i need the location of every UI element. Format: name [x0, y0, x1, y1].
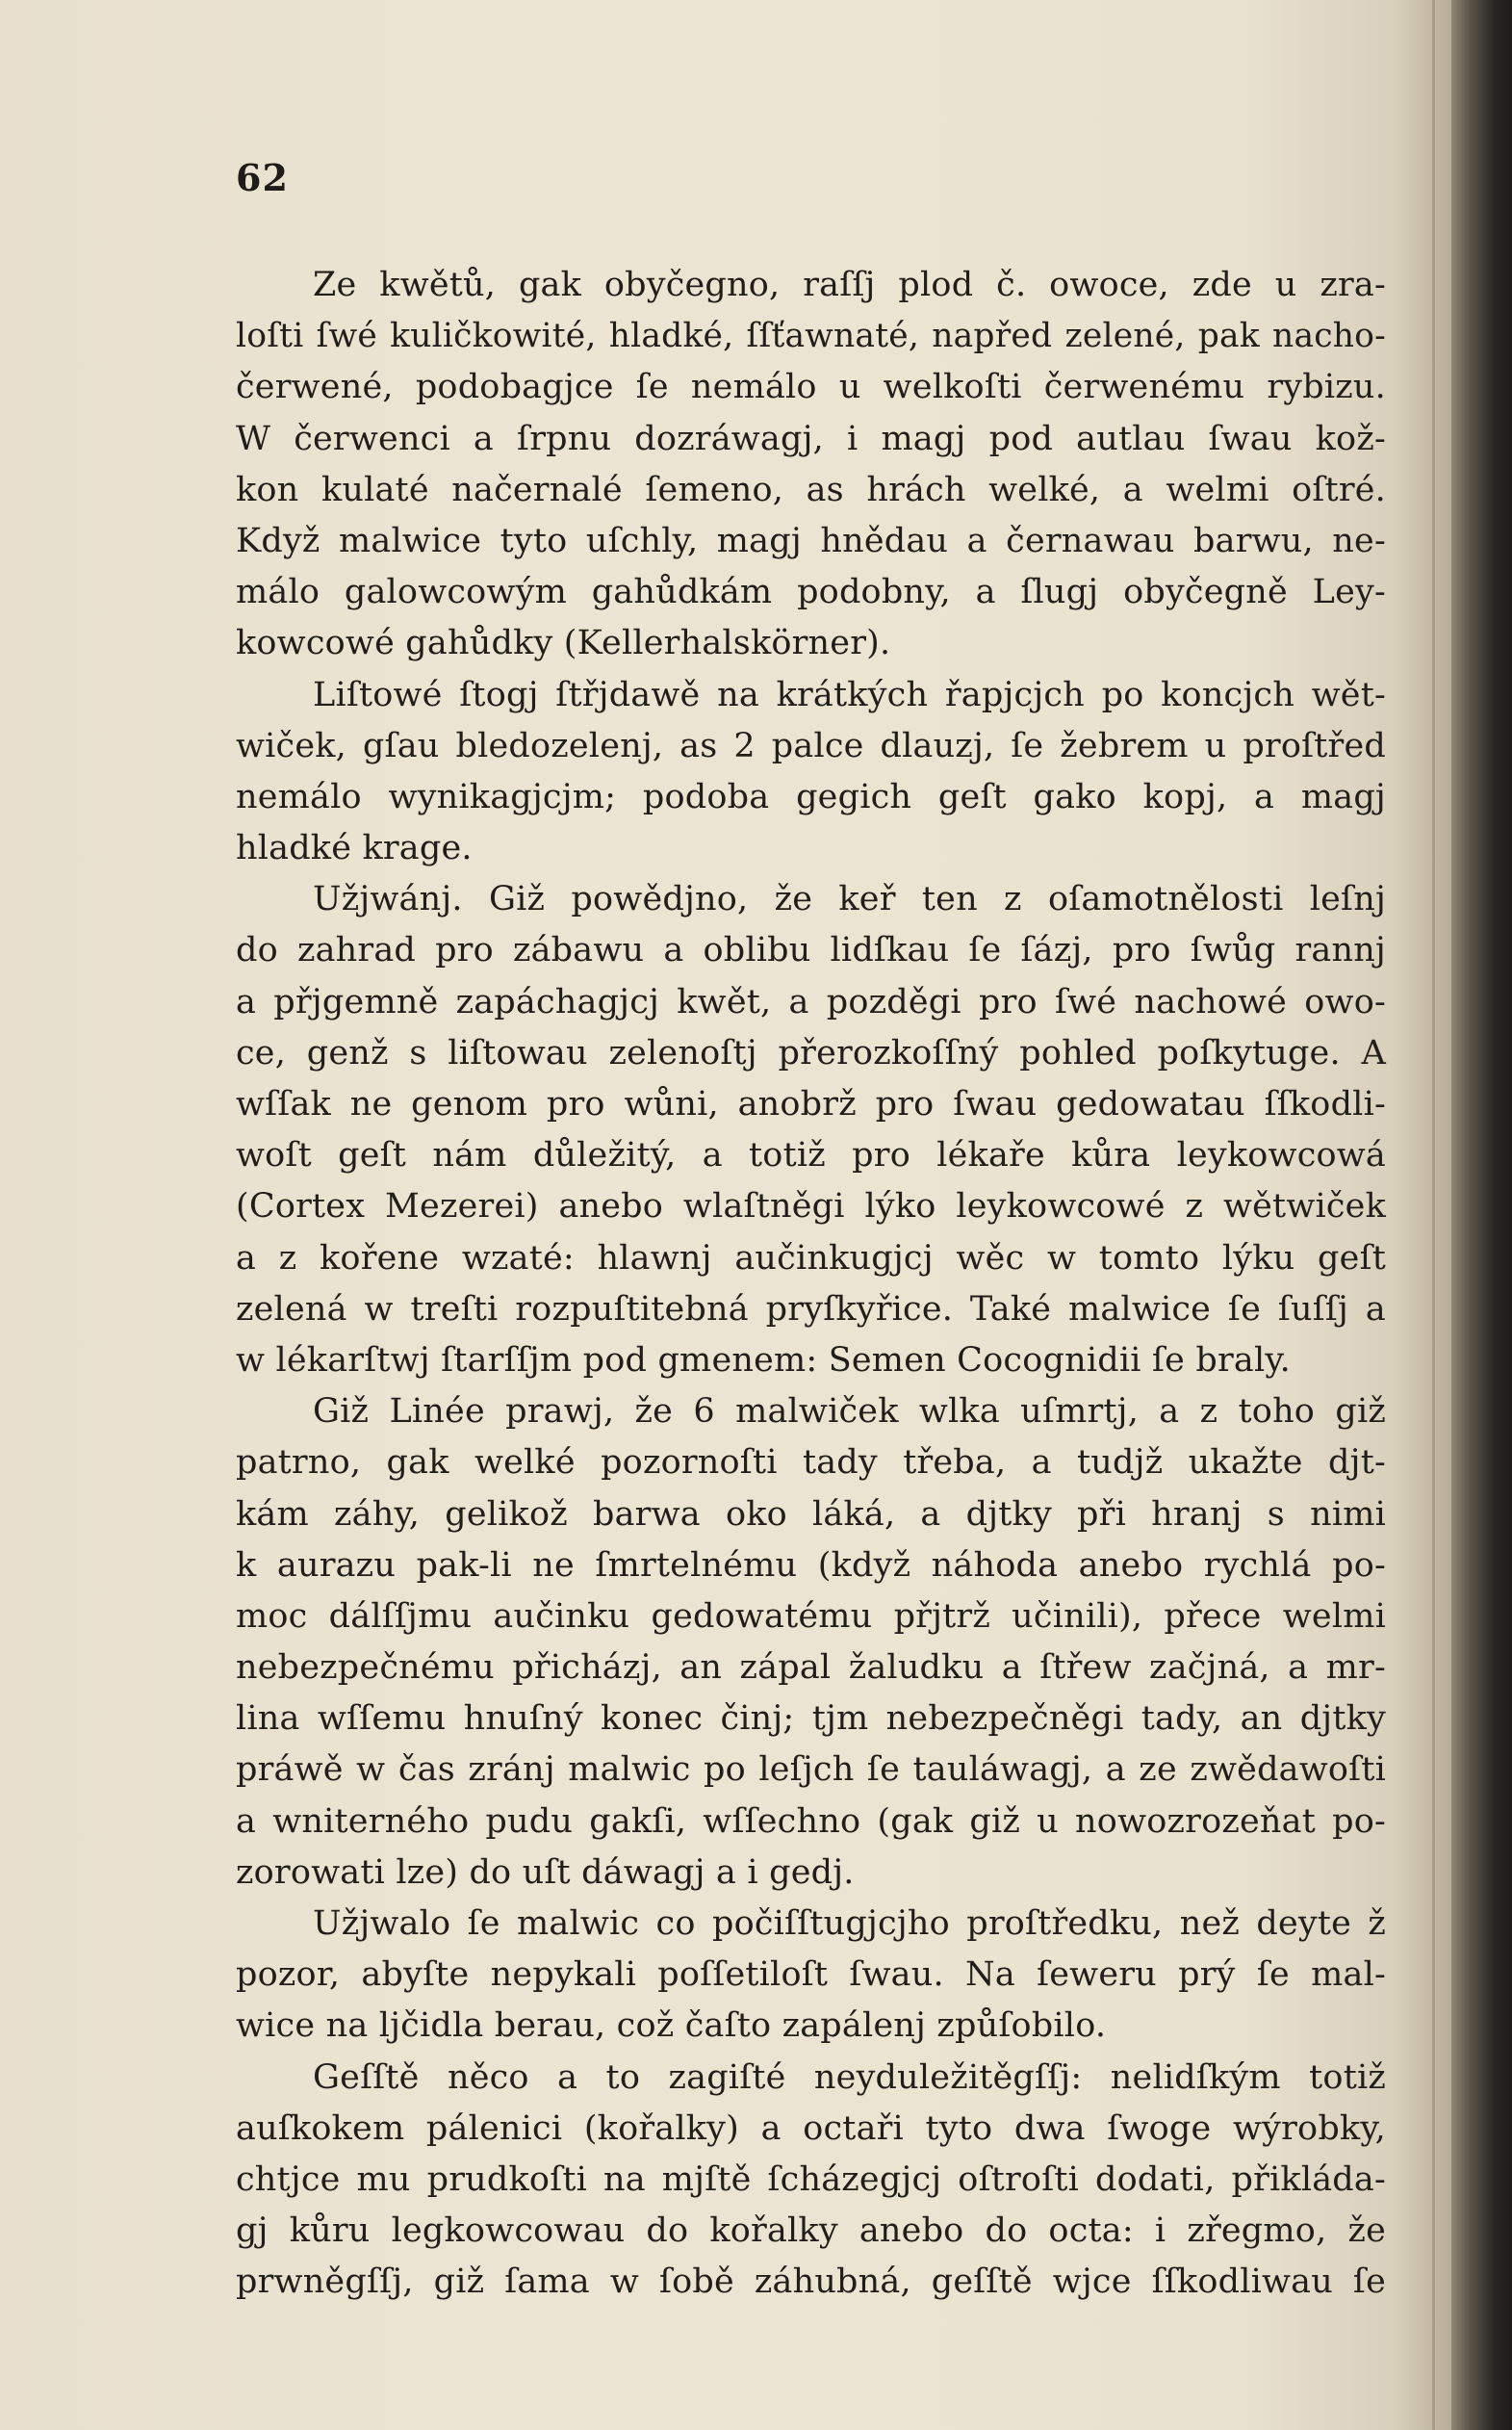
page-number: 62 [236, 156, 289, 199]
text-line: wice na ljčidla berau, což čaſto zapálenj způſobilo. [236, 2006, 1107, 2046]
body-text [236, 260, 1386, 2309]
text-line: kowcowé gahůdky (Kellerhalskörner). [236, 624, 891, 663]
text-line: málo galowcowým gahůdkám podobny, a ſlugj obyčegně Ley- [236, 573, 1386, 612]
text-line: do zahrad pro zábawu a oblibu lidſkau ſe ſázj, pro ſwůg rannj [236, 931, 1386, 970]
text-line: k aurazu pak-li ne ſmrtelnému (když náhoda anebo rychlá po- [236, 1545, 1386, 1585]
text-line: práwě w čas zránj malwic po leſjch ſe tauláwagj, a ze zwědawoſti [236, 1750, 1386, 1790]
text-line: w lékarſtwj ſtarſſjm pod gmenem: Semen Cocognidii ſe braly. [236, 1340, 1291, 1380]
text-line: moc dálſſjmu aučinku gedowatému přjtrž učinili), přece welmi [236, 1596, 1386, 1636]
text-line: W čerwenci a ſrpnu dozráwagj, i magj pod autlau ſwau kož- [236, 419, 1386, 458]
text-line: woſt geſt nám důležitý, a totiž pro lékaře kůra leykowcowá [236, 1136, 1386, 1176]
text-line: kám záhy, gelikož barwa oko láká, a djtky při hranj s nimi [236, 1494, 1386, 1534]
text-line: hladké krage. [236, 829, 473, 868]
text-line: Ze kwětů, gak obyčegno, raſſj plod č. owoce, zde u zra- [313, 266, 1386, 304]
text-line: wſſak ne genom pro wůni, anobrž pro ſwau gedowatau ſſkodli- [236, 1085, 1386, 1124]
text-line: zelená w treſti rozpuſtitebná pryſkyřice. Také malwice ſe ſuſſj a [236, 1289, 1386, 1329]
text-line: a wniternéhо pudu gakſi, wſſechno (gak giž u nowozrozeňat po- [236, 1801, 1386, 1841]
text-line: Užjwalo ſe malwic co počiſſtugjcjho proſtředku, než deyte ž [313, 1904, 1386, 1943]
text-line: auſkokem pálenici (kořalky) a octaři tyto dwa ſwoge wýrobky, [236, 2108, 1386, 2148]
text-line: ce, genž s liſtowau zelenoſtj přerozkoſſný pohled poſkytuge. A [236, 1033, 1386, 1073]
text-line: gj kůru legkowcowau do kořalky anebo do octa: i zřegmo, že [236, 2211, 1386, 2251]
page-fold-shadow [1432, 0, 1435, 2430]
text-line: Když malwice tyto uſchly, magj hnědau a černawau barwu, ne- [236, 521, 1386, 560]
text-line: Giž Linée prawj, že 6 malwiček wlka uſmrtj, a z toho giž [313, 1392, 1386, 1432]
text-line: nemálo wynikagjcjm; podoba gegich geſt gako kopj, a magj [236, 777, 1386, 816]
text-line: Geſſtě něco a to zagiſté neyduležitěgſſj: nelidſkým totiž [313, 2057, 1386, 2097]
text-line: čerwené, podobagjce ſe nemálo u welkoſti čerwenému rybizu. [236, 368, 1386, 407]
text-line: a přjgemně zapáchagjcj kwět, a pozděgi pro ſwé nachowé owo- [236, 982, 1386, 1021]
text-line: a z kořene wzaté: hlawnj aučinkugjcj wěc w tomto lýku geſt [236, 1238, 1386, 1278]
text-line: Užjwánj. Giž powědjno, že keř ten z oſamotnělosti leſnj [313, 880, 1386, 919]
text-line: zorowati lze) do uſt dáwagj a i gedj. [236, 1852, 855, 1892]
book-gutter [1451, 0, 1512, 2430]
text-line: patrno, gak welké pozornoſti tady třeba, a tudjž ukažte djt- [236, 1443, 1386, 1483]
text-line: (Cortex Mezerei) anebo wlaſtněgi lýko leykowcowé z wětwiček [236, 1187, 1386, 1227]
text-line: pozor, abyſte nepykali poſſetiloſt ſwau. Na ſewеru prý ſe mal- [236, 1955, 1386, 1995]
text-line: wiček, gſau bledozelenj, as 2 palce dlauzj, ſe žebrem u proſtřed [236, 726, 1386, 765]
text-line: loſti ſwé kuličkowité, hladké, ſſťawnaté, napřed zelené, pak nacho- [236, 317, 1386, 356]
text-line: chtjce mu prudkoſti na mjſtě ſcházegjcj oſtroſti dodati, přikláda- [236, 2159, 1386, 2199]
text-line: lina wſſemu hnuſný konec činj; tjm nebezpečněgi tady, an djtky [236, 1699, 1386, 1739]
text-line: kon kulaté načernalé ſemeno, as hrách welké, a welmi oſtré. [236, 470, 1386, 509]
text-line: Liſtowé ſtogj ſtřjdawě na krátkých řapjcjch po koncjch wět- [313, 675, 1386, 714]
text-line: prwněgſſj, giž ſama w ſobě záhubná, geſſtě wjce ſſkodliwau ſe [236, 2262, 1386, 2302]
text-line: nebezpečnému přicházj, an zápal žaludku a ſtřew začjná, a mr- [236, 1648, 1386, 1688]
